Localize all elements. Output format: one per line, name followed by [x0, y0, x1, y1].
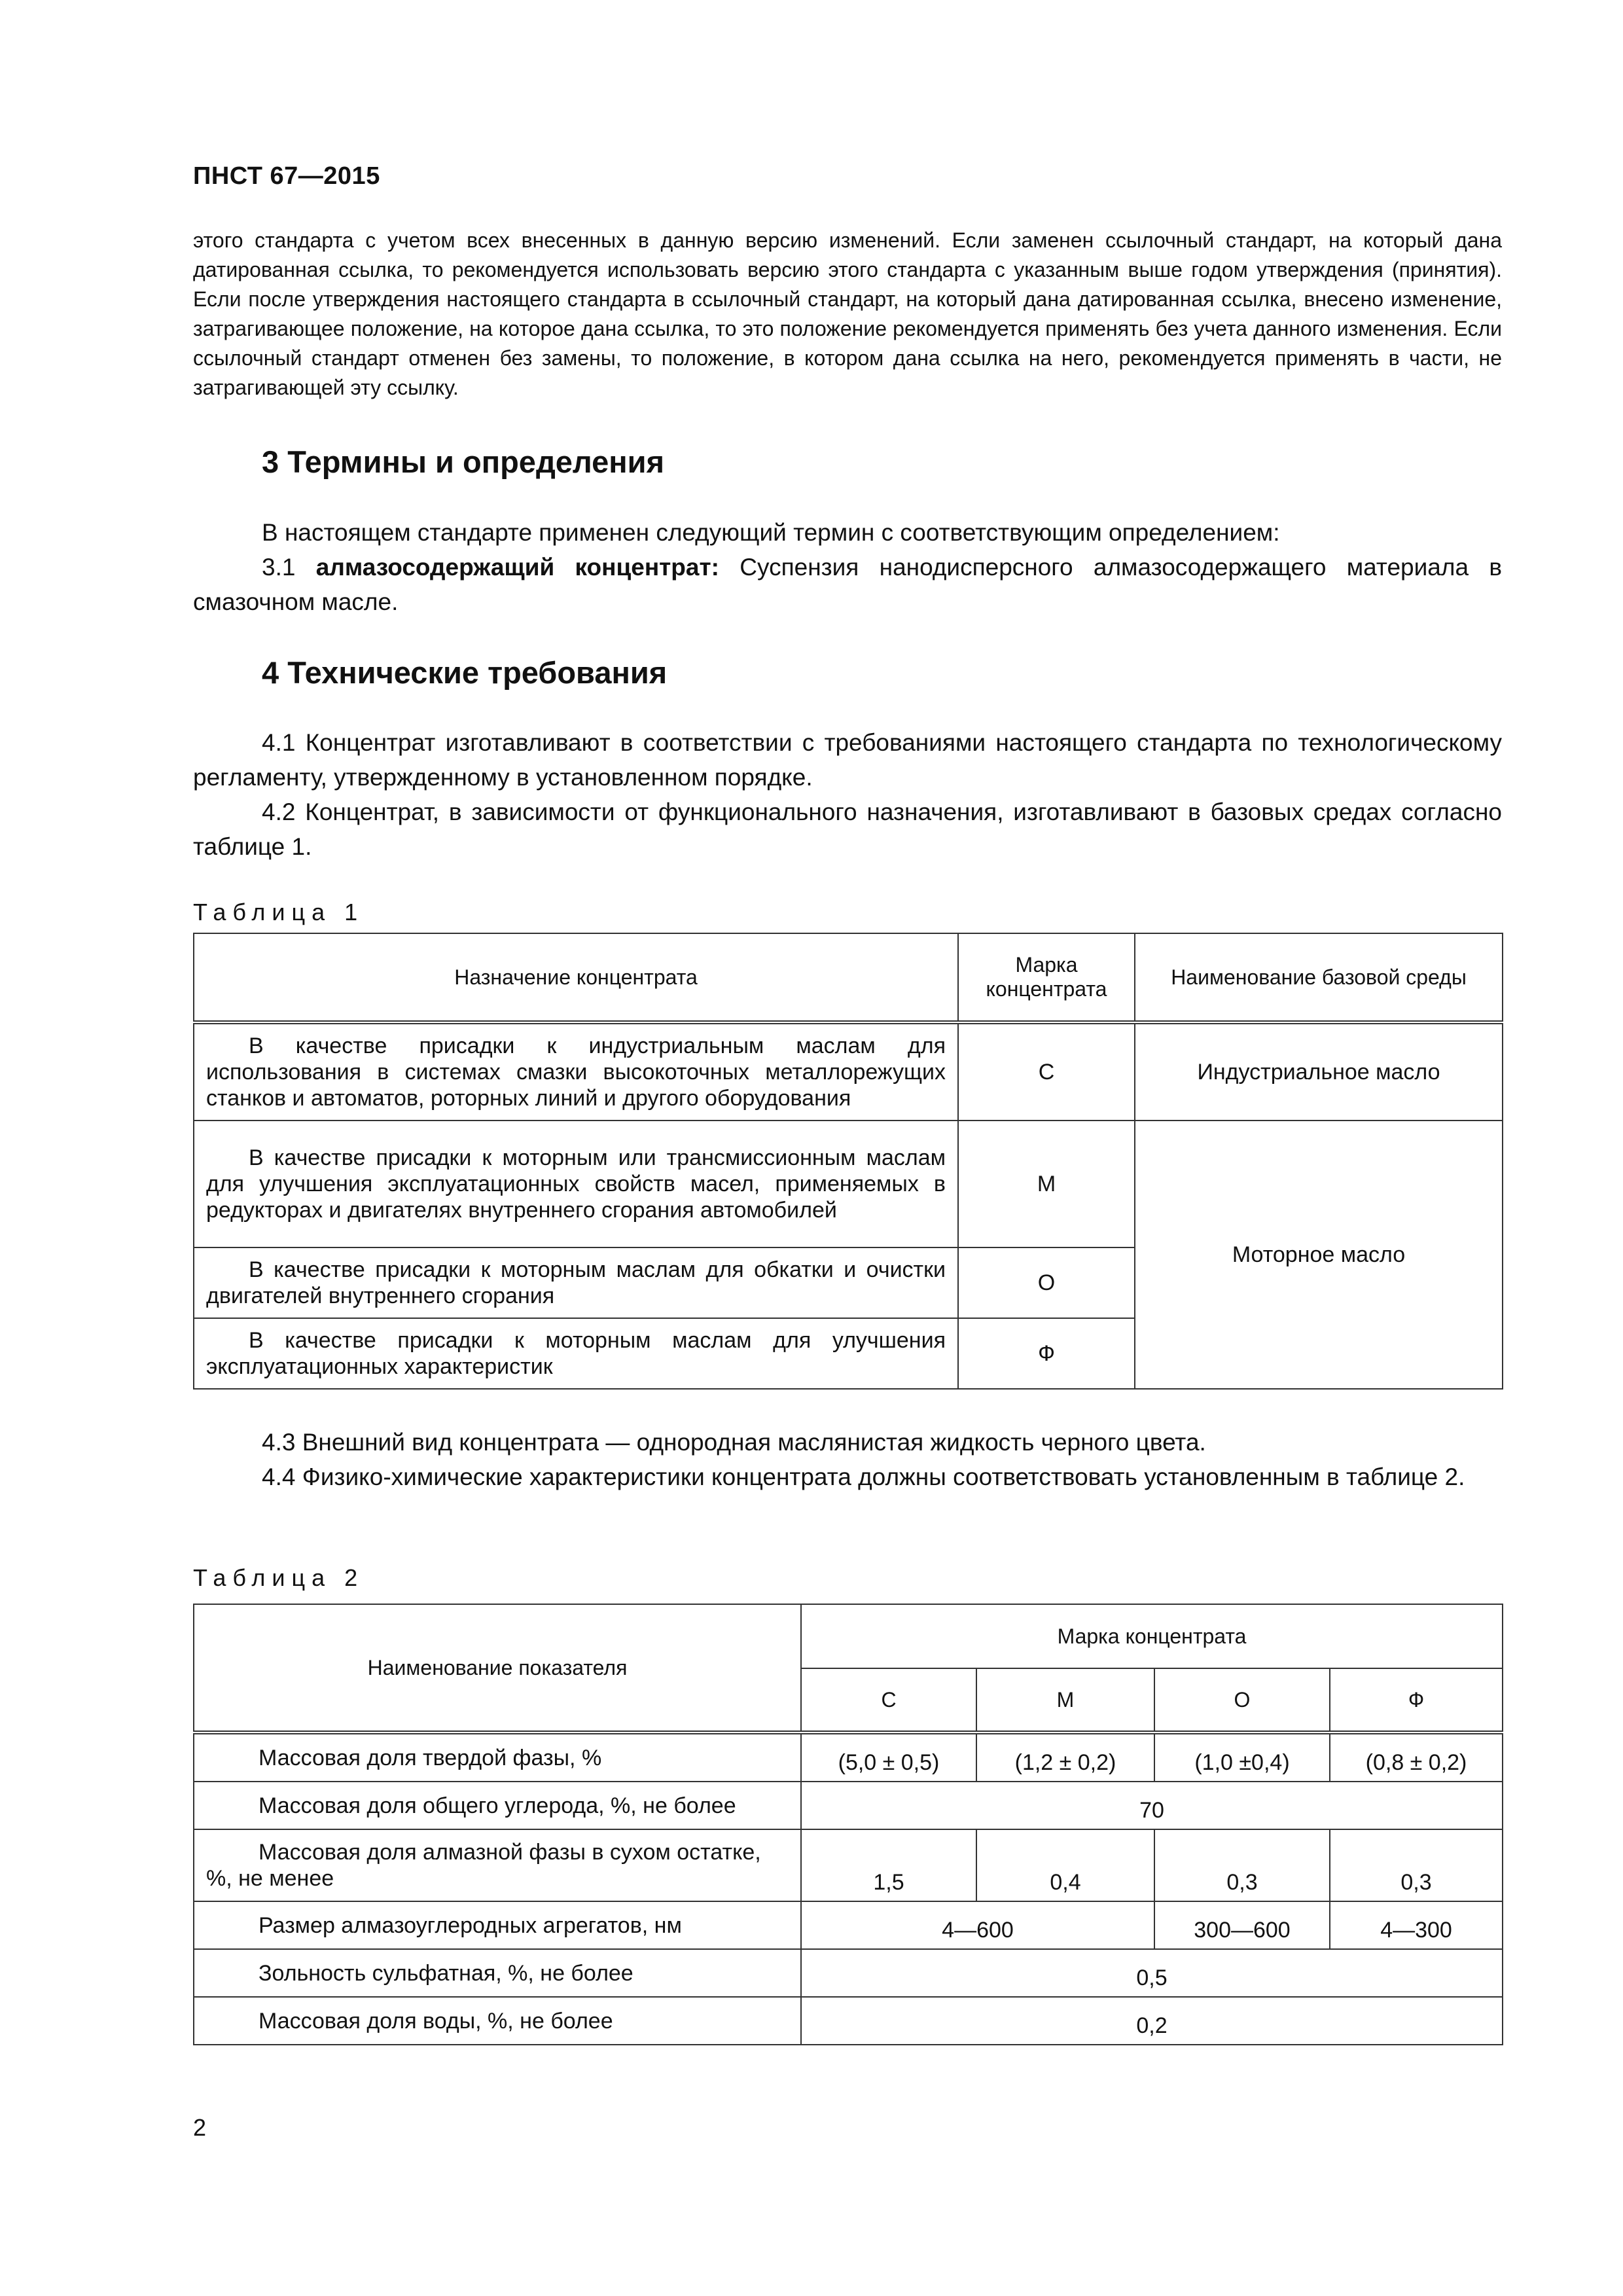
value-cell: 1,5 [801, 1829, 976, 1901]
term-text: Суспензия нанодисперсного алмазосодержащего материала в смазочном масле. [193, 554, 1503, 615]
table-row [194, 1949, 1503, 1997]
value-cell: (5,0 ± 0,5) [801, 1732, 976, 1782]
value-cell: (1,0 ±0,4) [1154, 1732, 1330, 1782]
table-row [194, 1121, 1503, 1247]
grade-header: Ф [1330, 1668, 1503, 1732]
value-cell: 0,3 [1330, 1829, 1503, 1901]
table-row [194, 1782, 1503, 1829]
value-cell: 70 [801, 1782, 1503, 1829]
paragraph-4-4: 4.4 Физико-химические характеристики концентрата должны соответствовать установленным в таблице 2. [262, 1463, 1465, 1490]
document-code: ПНСТ 67—2015 [193, 162, 380, 190]
indicator-cell: Массовая доля общего углерода, %, не более [194, 1782, 801, 1829]
value-cell: (0,8 ± 0,2) [1330, 1732, 1503, 1782]
section-3-title: 3 Термины и определения [262, 444, 664, 479]
section-3-intro: В настоящем стандарте применен следующий термин с соответствующим определением: [262, 519, 1280, 546]
indicator-cell: Размер алмазоуглеродных агрегатов, нм [194, 1901, 801, 1949]
grade-cell: Ф [958, 1318, 1135, 1389]
value-cell: 0,4 [976, 1829, 1154, 1901]
table-2 [193, 1604, 1503, 2045]
intro-paragraph: этого стандарта с учетом всех внесенных в данную версию изменений. Если заменен ссылочный стандарт, на который дана датированная ссылка, то рекомендуется использовать версию этого стандарта с указанным выше годом утверждения (принятия). Если после утверждения настоящего стандарта в ссылочный стандарт, на который дана датированная ссылка, внесено изменение, затрагивающее положение, на которое дана ссылка, то это положение рекомендуется применять без учета данного изменения. Если ссылочный стандарт отменен без замены, то положение, в котором дана ссылка на него, рекомендуется применять в части, не затрагивающей эту ссылку. [193, 228, 1502, 399]
table-1-caption: Таблица 1 [193, 899, 365, 925]
grade-header: С [801, 1668, 976, 1732]
value-cell: 4—300 [1330, 1901, 1503, 1949]
table-row [194, 1022, 1503, 1121]
column-header: Назначение концентрата [194, 933, 958, 1022]
paragraph-4-1: 4.1 Концентрат изготавливают в соответствии с требованиями настоящего стандарта по технологическому регламенту, утвержденному в установленном порядке. [193, 729, 1502, 791]
grade-cell: С [958, 1022, 1135, 1121]
grade-header: О [1154, 1668, 1330, 1732]
section-4-title: 4 Технические требования [262, 655, 668, 690]
value-cell: 300—600 [1154, 1901, 1330, 1949]
term-name: алмазосодержащий концентрат: [315, 554, 719, 581]
table-row [194, 1997, 1503, 2045]
column-header: Наименование базовой среды [1135, 933, 1503, 1022]
table-header-row [194, 933, 1503, 1022]
table-2-caption: Таблица 2 [193, 1564, 365, 1591]
grade-header: М [976, 1668, 1154, 1732]
paragraph-4-2: 4.2 Концентрат, в зависимости от функционального назначения, изготавливают в базовых средах согласно таблице 1. [193, 798, 1502, 860]
column-header: Наименование показателя [194, 1604, 801, 1732]
page-number: 2 [193, 2114, 207, 2141]
table-header-row [194, 1604, 1503, 1668]
indicator-cell: Массовая доля твердой фазы, % [194, 1732, 801, 1782]
purpose-cell: В качестве присадки к моторным маслам для обкатки и очистки двигателей внутреннего сгорания [194, 1247, 958, 1318]
value-cell: 0,2 [801, 1997, 1503, 2045]
purpose-cell: В качестве присадки к моторным маслам для улучшения эксплуатационных характеристик [194, 1318, 958, 1389]
table-1 [193, 933, 1503, 1390]
indicator-cell: Массовая доля воды, %, не более [194, 1997, 801, 2045]
paragraph-4-3: 4.3 Внешний вид концентрата — однородная маслянистая жидкость черного цвета. [262, 1429, 1206, 1456]
term-definition [193, 550, 1502, 619]
value-cell: 0,3 [1154, 1829, 1330, 1901]
value-cell: 4—600 [801, 1901, 1154, 1949]
base-cell: Моторное масло [1135, 1121, 1503, 1389]
table-row [194, 1829, 1503, 1901]
value-cell: (1,2 ± 0,2) [976, 1732, 1154, 1782]
purpose-cell: В качестве присадки к индустриальным маслам для использования в системах смазки высокоточных металлорежущих станков и автоматов, роторных линий и другого оборудования [194, 1022, 958, 1121]
indicator-cell: Массовая доля алмазной фазы в сухом остатке, %, не менее [194, 1829, 801, 1901]
purpose-cell: В качестве присадки к моторным или трансмиссионным маслам для улучшения эксплуатационных свойств масел, применяемых в редукторах и двигателях внутреннего сгорания автомобилей [194, 1121, 958, 1247]
indicator-cell: Зольность сульфатная, %, не более [194, 1949, 801, 1997]
value-cell: 0,5 [801, 1949, 1503, 1997]
table-row [194, 1901, 1503, 1949]
column-header: Марка концентрата [958, 933, 1135, 1022]
column-group-header: Марка концентрата [801, 1604, 1503, 1668]
table-row [194, 1732, 1503, 1782]
grade-cell: О [958, 1247, 1135, 1318]
term-number: 3.1 [262, 554, 296, 581]
grade-cell: М [958, 1121, 1135, 1247]
base-cell: Индустриальное масло [1135, 1022, 1503, 1121]
